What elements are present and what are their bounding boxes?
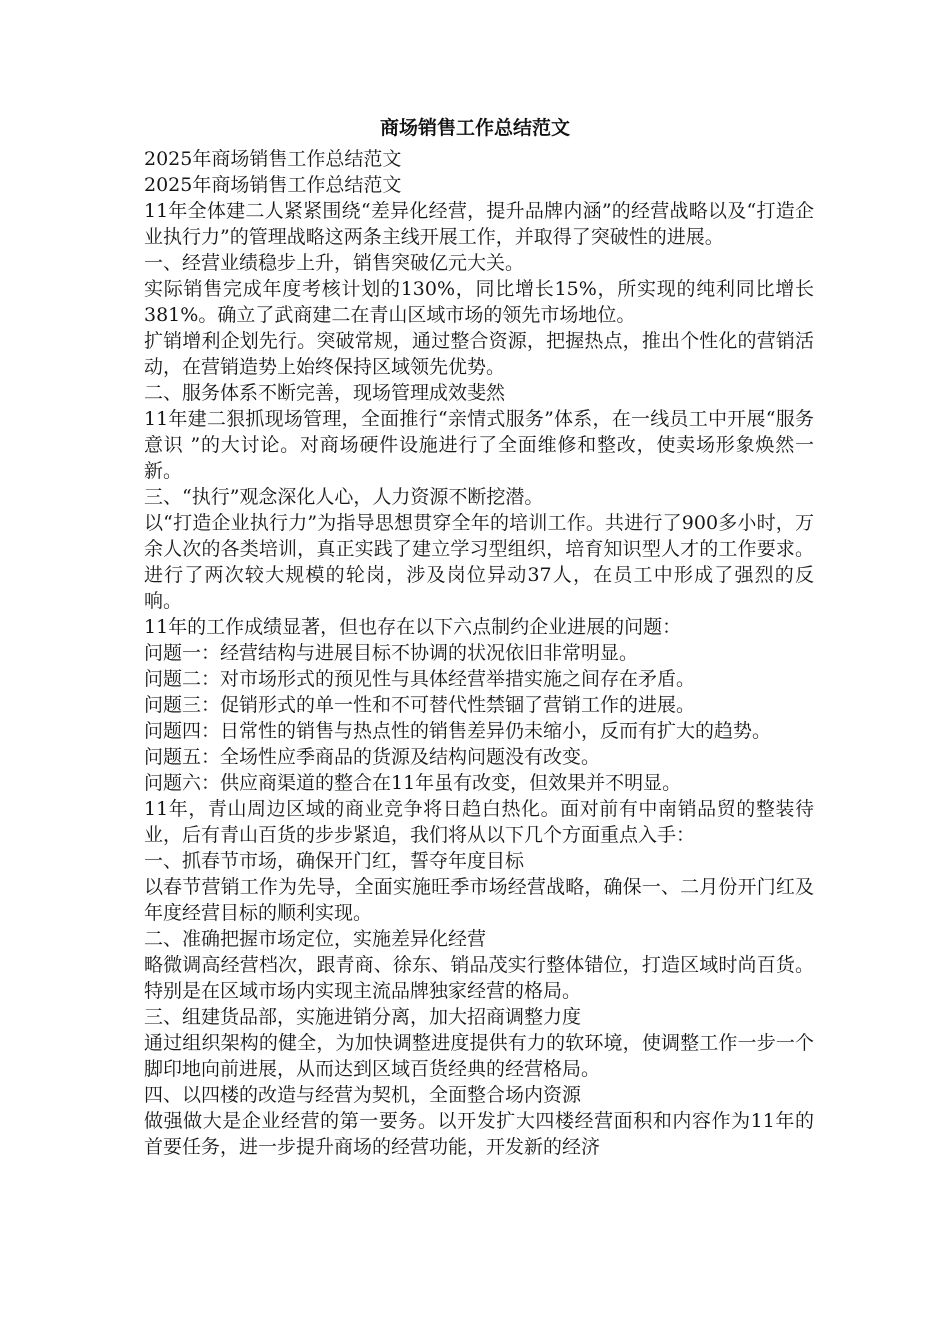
document-title: 商场销售工作总结范文 <box>379 117 570 139</box>
problem-item: 问题三：促销形式的单一性和不可替代性禁锢了营销工作的进展。 <box>144 694 696 716</box>
section-heading: 一、经营业绩稳步上升，销售突破亿元大关。 <box>144 252 525 274</box>
section-heading: 四、以四楼的改造与经营为契机，全面整合场内资源 <box>144 1084 582 1106</box>
paragraph: 11年建二狠抓现场管理，全面推行“亲情式服务”体系，在一线员工中开展“服务意识 ”的大讨论。对商场硬件设施进行了全面维修和整改，使卖场形象焕然一新。 <box>144 408 814 482</box>
paragraph: 扩销增利企划先行。突破常规，通过整合资源，把握热点，推出个性化的营销活动，在营销造势上始终保持区域领先优势。 <box>144 330 814 378</box>
problem-item: 问题二：对市场形式的预见性与具体经营举措实施之间存在矛盾。 <box>144 668 696 690</box>
paragraph: 2025年商场销售工作总结范文 <box>144 148 402 170</box>
paragraph: 以春节营销工作为先导，全面实施旺季市场经营战略，确保一、二月份开门红及年度经营目标的顺利实现。 <box>144 876 814 924</box>
section-heading: 二、准确把握市场定位，实施差异化经营 <box>144 928 487 950</box>
section-heading: 三、“执行”观念深化人心，人力资源不断挖潜。 <box>144 486 544 508</box>
document-body <box>144 146 814 1160</box>
section-heading: 三、组建货品部，实施进销分离，加大招商调整力度 <box>144 1006 582 1028</box>
problem-item: 问题四：日常性的销售与热点性的销售差异仍未缩小，反而有扩大的趋势。 <box>144 720 772 742</box>
problem-item: 问题一：经营结构与进展目标不协调的状况依旧非常明显。 <box>144 642 639 664</box>
paragraph: 11年，青山周边区域的商业竞争将日趋白热化。面对前有中南销品贸的整装待业，后有青山百货的步步紧追，我们将从以下几个方面重点入手： <box>144 798 814 846</box>
paragraph: 以“打造企业执行力”为指导思想贯穿全年的培训工作。共进行了900多小时，万余人次的各类培训，真正实践了建立学习型组织，培育知识型人才的工作要求。进行了两次较大规模的轮岗，涉及岗位异动37人，在员工中形成了强烈的反响。 <box>144 512 814 612</box>
paragraph: 实际销售完成年度考核计划的130%，同比增长15%，所实现的纯利同比增长381%。确立了武商建二在青山区域市场的领先市场地位。 <box>144 278 814 326</box>
section-heading: 一、抓春节市场，确保开门红，誓夺年度目标 <box>144 850 525 872</box>
paragraph: 2025年商场销售工作总结范文 <box>144 174 402 196</box>
paragraph: 略微调高经营档次，跟青商、徐东、销品茂实行整体错位，打造区域时尚百货。特别是在区域市场内实现主流品牌独家经营的格局。 <box>144 954 814 1002</box>
paragraph: 11年的工作成绩显著，但也存在以下六点制约企业进展的问题： <box>144 616 682 638</box>
section-heading: 二、服务体系不断完善，现场管理成效斐然 <box>144 382 506 404</box>
paragraph: 11年全体建二人紧紧围绕“差异化经营，提升品牌内涵”的经营战略以及“打造企业执行力”的管理战略这两条主线开展工作，并取得了突破性的进展。 <box>144 200 814 248</box>
problem-item: 问题六：供应商渠道的整合在11年虽有改变，但效果并不明显。 <box>144 772 682 794</box>
problem-item: 问题五：全场性应季商品的货源及结构问题没有改变。 <box>144 746 601 768</box>
paragraph: 通过组织架构的健全，为加快调整进度提供有力的软环境，使调整工作一步一个脚印地向前进展，从而达到区域百货经典的经营格局。 <box>144 1032 814 1080</box>
paragraph: 做强做大是企业经营的第一要务。以开发扩大四楼经营面积和内容作为11年的首要任务，进一步提升商场的经营功能，开发新的经济 <box>144 1110 814 1158</box>
